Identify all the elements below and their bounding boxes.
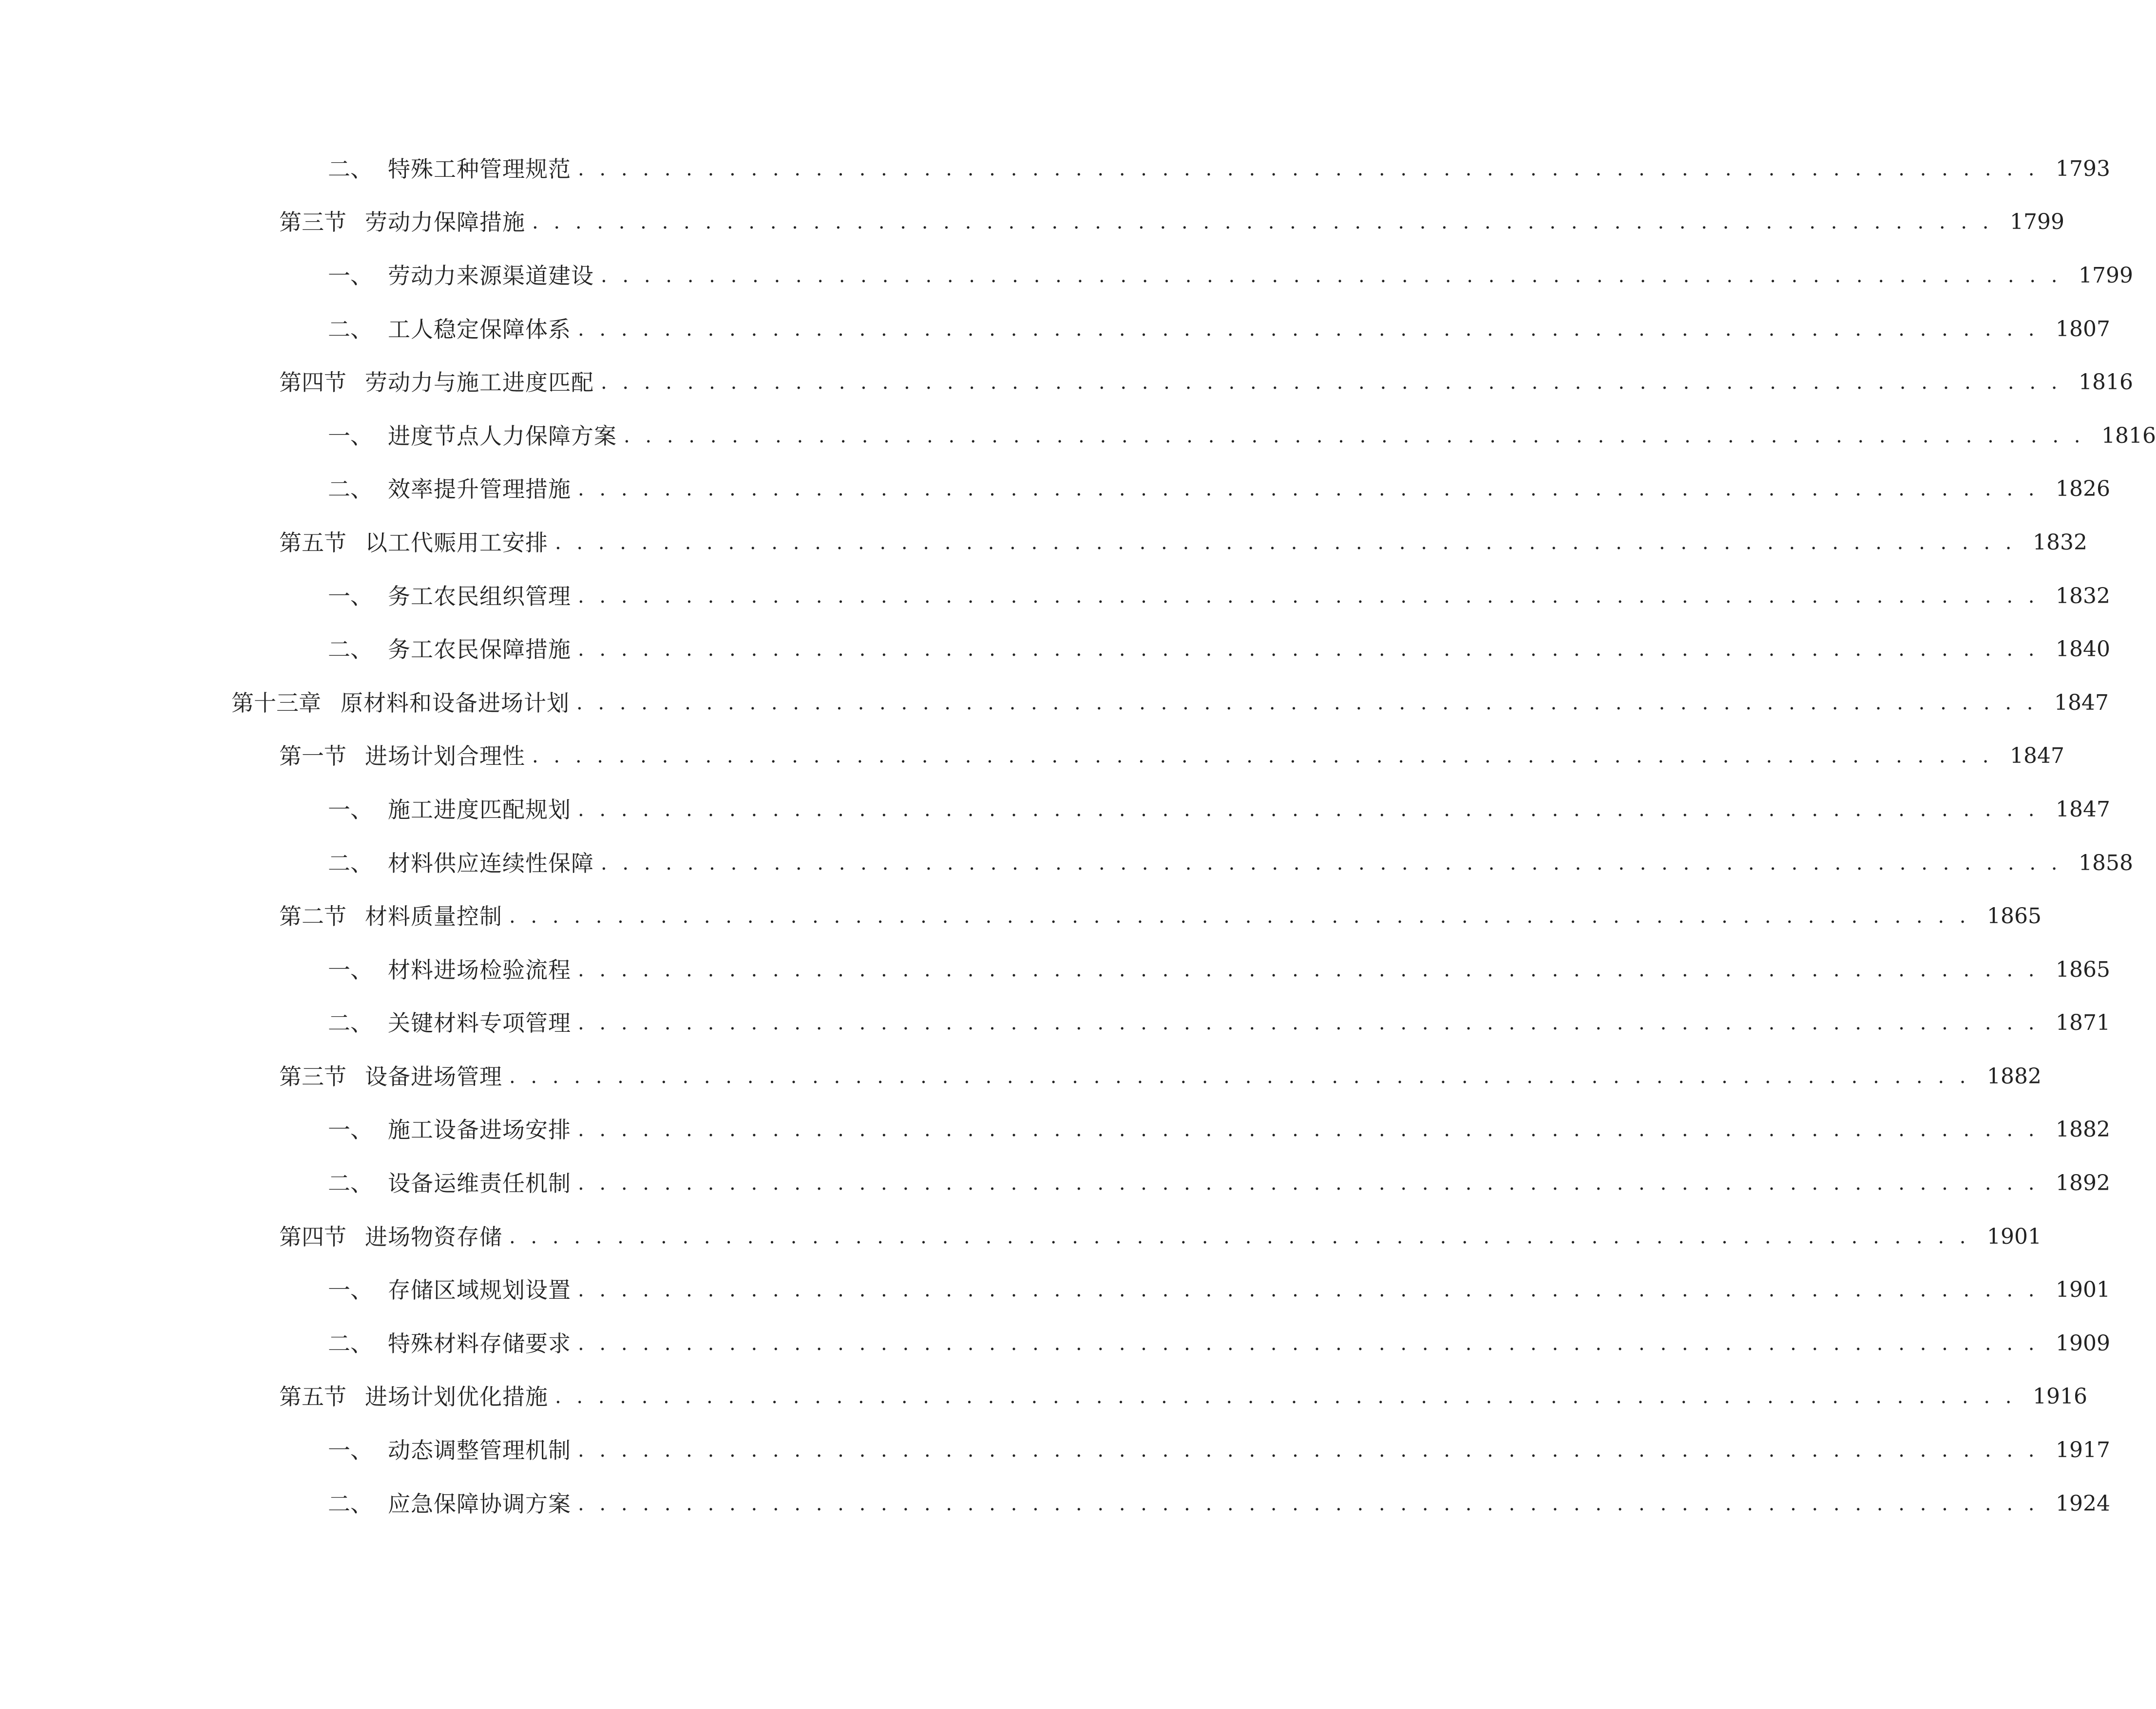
toc-entry-page-number: 1847 xyxy=(2010,743,2065,769)
toc-entry-title: 材料进场检验流程 xyxy=(388,956,571,983)
toc-entry-page-number: 1924 xyxy=(2056,1491,2111,1516)
toc-entry-page-number: 1882 xyxy=(1987,1063,2042,1089)
toc-entry-title: 设备运维责任机制 xyxy=(388,1170,571,1197)
dot-leader: . . . . . . . . . . . . . . . . . . . . . . . . . . . . . . . . . . . . . . . . . . . . . . . . . . . . . . . . . . . . . . . . . . . . xyxy=(578,157,2040,180)
toc-entry-page-number: 1847 xyxy=(2056,797,2111,822)
toc-entry[interactable] xyxy=(0,623,2111,676)
toc-entry[interactable] xyxy=(0,409,2156,463)
toc-entry[interactable] xyxy=(0,1317,2111,1370)
toc-entry-number: 二、 xyxy=(328,1010,373,1037)
toc-entry-title: 关键材料专项管理 xyxy=(388,1010,571,1037)
toc-entry-page-number: 1917 xyxy=(2056,1438,2111,1463)
dot-leader: . . . . . . . . . . . . . . . . . . . . . . . . . . . . . . . . . . . . . . . . . . . . . . . . . . . . . . . . . . . . . . . . . . . . xyxy=(578,478,2040,501)
toc-entry-number: 第四节 xyxy=(279,1223,346,1250)
toc-entry-page-number: 1892 xyxy=(2056,1171,2111,1196)
dot-leader: . . . . . . . . . . . . . . . . . . . . . . . . . . . . . . . . . . . . . . . . . . . . . . . . . . . . . . . . . . . . . . . . . . . . xyxy=(578,1012,2040,1035)
toc-entry[interactable] xyxy=(0,730,2065,783)
toc-entry[interactable] xyxy=(0,463,2111,516)
toc-entry-page-number: 1901 xyxy=(2056,1277,2111,1303)
toc-entry[interactable] xyxy=(0,997,2111,1050)
toc-entry[interactable] xyxy=(0,1424,2111,1477)
dot-leader: . . . . . . . . . . . . . . . . . . . . . . . . . . . . . . . . . . . . . . . . . . . . . . . . . . . . . . . . . . . . . . . . . . . . xyxy=(578,798,2040,821)
toc-entry-page-number: 1858 xyxy=(2079,850,2134,875)
toc-entry-page-number: 1816 xyxy=(2079,370,2134,395)
toc-entry-title: 务工农民保障措施 xyxy=(388,636,571,663)
toc-entry-number: 二、 xyxy=(328,636,373,663)
toc-entry-page-number: 1916 xyxy=(2033,1384,2088,1409)
dot-leader: . . . . . . . . . . . . . . . . . . . . . . . . . . . . . . . . . . . . . . . . . . . . . . . . . . . . . . . . . . . . . . . . . . . . xyxy=(555,1386,2017,1408)
toc-entry-title: 应急保障协调方案 xyxy=(388,1490,571,1517)
toc-entry-page-number: 1865 xyxy=(1987,904,2042,929)
dot-leader: . . . . . . . . . . . . . . . . . . . . . . . . . . . . . . . . . . . . . . . . . . . . . . . . . . . . . . . . . . . . . . . . . . . . xyxy=(601,371,2062,394)
toc-entry-page-number: 1807 xyxy=(2056,316,2111,342)
toc-entry-title: 劳动力与施工进度匹配 xyxy=(365,369,594,396)
toc-entry-number: 一、 xyxy=(328,583,373,609)
dot-leader: . . . . . . . . . . . . . . . . . . . . . . . . . . . . . . . . . . . . . . . . . . . . . . . . . . . . . . . . . . . . . . . . . . . . xyxy=(578,1279,2040,1302)
toc-entry-page-number: 1832 xyxy=(2033,530,2088,555)
toc-entry-number: 一、 xyxy=(328,796,373,823)
toc-entry-title: 进场计划优化措施 xyxy=(365,1384,548,1410)
toc-entry-title: 以工代赈用工安排 xyxy=(365,529,548,556)
toc-entry[interactable] xyxy=(0,1157,2111,1210)
toc-entry-number: 二、 xyxy=(328,1170,373,1197)
dot-leader: . . . . . . . . . . . . . . . . . . . . . . . . . . . . . . . . . . . . . . . . . . . . . . . . . . . . . . . . . . . . . . . . . . . . xyxy=(601,852,2062,874)
dot-leader: . . . . . . . . . . . . . . . . . . . . . . . . . . . . . . . . . . . . . . . . . . . . . . . . . . . . . . . . . . . . . . . . . . . . xyxy=(555,531,2017,554)
toc-entry[interactable] xyxy=(0,1103,2111,1157)
toc-entry-number: 二、 xyxy=(328,155,373,182)
toc-entry[interactable] xyxy=(0,943,2111,997)
toc-entry[interactable] xyxy=(0,356,2134,409)
toc-entry-number: 第四节 xyxy=(279,369,346,396)
toc-entry-page-number: 1799 xyxy=(2079,263,2134,288)
toc-entry-title: 效率提升管理措施 xyxy=(388,476,571,503)
toc-entry-title: 进场计划合理性 xyxy=(365,743,525,770)
toc-entry-page-number: 1909 xyxy=(2056,1330,2111,1356)
toc-entry-title: 设备进场管理 xyxy=(365,1063,502,1090)
toc-entry-number: 第二节 xyxy=(279,903,346,930)
toc-entry-number: 第三节 xyxy=(279,1063,346,1090)
toc-entry-page-number: 1865 xyxy=(2056,957,2111,982)
toc-entry-page-number: 1826 xyxy=(2056,476,2111,502)
dot-leader: . . . . . . . . . . . . . . . . . . . . . . . . . . . . . . . . . . . . . . . . . . . . . . . . . . . . . . . . . . . . . . . . . . . . xyxy=(578,585,2040,608)
toc-entry-number: 二、 xyxy=(328,1490,373,1517)
toc-entry-title: 劳动力来源渠道建设 xyxy=(388,262,594,289)
toc-entry-number: 一、 xyxy=(328,1437,373,1464)
toc-entry-number: 一、 xyxy=(328,1117,373,1143)
dot-leader: . . . . . . . . . . . . . . . . . . . . . . . . . . . . . . . . . . . . . . . . . . . . . . . . . . . . . . . . . . . . . . . . . . . . xyxy=(578,1439,2040,1462)
dot-leader: . . . . . . . . . . . . . . . . . . . . . . . . . . . . . . . . . . . . . . . . . . . . . . . . . . . . . . . . . . . . . . . . . . . . xyxy=(509,1065,1971,1088)
dot-leader: . . . . . . . . . . . . . . . . . . . . . . . . . . . . . . . . . . . . . . . . . . . . . . . . . . . . . . . . . . . . . . . . . . . . xyxy=(601,264,2062,287)
dot-leader: . . . . . . . . . . . . . . . . . . . . . . . . . . . . . . . . . . . . . . . . . . . . . . . . . . . . . . . . . . . . . . . . . . . . xyxy=(578,1172,2040,1195)
toc-entry[interactable] xyxy=(0,1050,2042,1103)
dot-leader: . . . . . . . . . . . . . . . . . . . . . . . . . . . . . . . . . . . . . . . . . . . . . . . . . . . . . . . . . . . . . . . . . . . . xyxy=(578,318,2040,341)
toc-entry[interactable] xyxy=(0,890,2042,943)
toc-entry[interactable] xyxy=(0,142,2111,196)
toc-entry[interactable] xyxy=(0,303,2111,356)
toc-entry[interactable] xyxy=(0,836,2134,890)
toc-entry-title: 工人稳定保障体系 xyxy=(388,316,571,342)
toc-entry-page-number: 1793 xyxy=(2056,156,2111,181)
toc-entry-number: 第五节 xyxy=(279,529,346,556)
dot-leader: . . . . . . . . . . . . . . . . . . . . . . . . . . . . . . . . . . . . . . . . . . . . . . . . . . . . . . . . . . . . . . . . . . . . xyxy=(578,638,2040,661)
toc-entry-number: 一、 xyxy=(328,422,373,449)
toc-entry-page-number: 1871 xyxy=(2056,1010,2111,1036)
dot-leader: . . . . . . . . . . . . . . . . . . . . . . . . . . . . . . . . . . . . . . . . . . . . . . . . . . . . . . . . . . . . . . . . . . . . xyxy=(509,1225,1971,1248)
toc-entry-title: 特殊工种管理规范 xyxy=(388,155,571,182)
toc-entry-page-number: 1840 xyxy=(2056,637,2111,662)
toc-entry-title: 材料质量控制 xyxy=(365,903,502,930)
dot-leader: . . . . . . . . . . . . . . . . . . . . . . . . . . . . . . . . . . . . . . . . . . . . . . . . . . . . . . . . . . . . . . . . . . . . xyxy=(576,691,2038,714)
toc-entry-title: 务工农民组织管理 xyxy=(388,583,571,609)
toc-entry-title: 施工进度匹配规划 xyxy=(388,796,571,823)
dot-leader: . . . . . . . . . . . . . . . . . . . . . . . . . . . . . . . . . . . . . . . . . . . . . . . . . . . . . . . . . . . . . . . . . . . . xyxy=(509,905,1971,928)
toc-entry-title: 进度节点人力保障方案 xyxy=(388,422,617,449)
dot-leader: . . . . . . . . . . . . . . . . . . . . . . . . . . . . . . . . . . . . . . . . . . . . . . . . . . . . . . . . . . . . . . . . . . . . xyxy=(578,958,2040,981)
toc-entry-title: 原材料和设备进场计划 xyxy=(341,689,570,716)
toc-entry-page-number: 1901 xyxy=(1987,1224,2042,1249)
dot-leader: . . . . . . . . . . . . . . . . . . . . . . . . . . . . . . . . . . . . . . . . . . . . . . . . . . . . . . . . . . . . . . . . . . . . xyxy=(532,745,1994,768)
dot-leader: . . . . . . . . . . . . . . . . . . . . . . . . . . . . . . . . . . . . . . . . . . . . . . . . . . . . . . . . . . . . . . . . . . . . xyxy=(578,1332,2040,1355)
toc-entry-page-number: 1832 xyxy=(2056,583,2111,608)
toc-entry-number: 第五节 xyxy=(279,1384,346,1410)
dot-leader: . . . . . . . . . . . . . . . . . . . . . . . . . . . . . . . . . . . . . . . . . . . . . . . . . . . . . . . . . . . . . . . . . . . . xyxy=(578,1119,2040,1141)
toc-entry-number: 第十三章 xyxy=(231,689,321,716)
toc-entry-number: 二、 xyxy=(328,316,373,342)
toc-entry[interactable] xyxy=(0,1263,2111,1317)
toc-entry-page-number: 1882 xyxy=(2056,1117,2111,1142)
toc-entry[interactable] xyxy=(0,1477,2111,1531)
toc-entry-number: 一、 xyxy=(328,956,373,983)
toc-entry-title: 材料供应连续性保障 xyxy=(388,850,594,876)
dot-leader: . . . . . . . . . . . . . . . . . . . . . . . . . . . . . . . . . . . . . . . . . . . . . . . . . . . . . . . . . . . . . . . . . . . . xyxy=(578,1492,2040,1515)
toc-entry-title: 特殊材料存储要求 xyxy=(388,1330,571,1357)
dot-leader: . . . . . . . . . . . . . . . . . . . . . . . . . . . . . . . . . . . . . . . . . . . . . . . . . . . . . . . . . . . . . . . . . . . . xyxy=(624,424,2085,447)
toc-entry[interactable] xyxy=(0,196,2065,249)
toc-entry[interactable] xyxy=(0,783,2111,836)
toc-entry-title: 劳动力保障措施 xyxy=(365,209,525,236)
toc-entry-title: 动态调整管理机制 xyxy=(388,1437,571,1464)
toc-entry-number: 二、 xyxy=(328,476,373,503)
toc-entry[interactable] xyxy=(0,1210,2042,1264)
toc-entry-number: 一、 xyxy=(328,262,373,289)
toc-entry-number: 第三节 xyxy=(279,209,346,236)
toc-entry-title: 存储区域规划设置 xyxy=(388,1277,571,1304)
toc-entry-page-number: 1799 xyxy=(2010,209,2065,235)
toc-entry-page-number: 1847 xyxy=(2054,690,2109,715)
toc-entry-number: 第一节 xyxy=(279,743,346,770)
table-of-contents xyxy=(0,142,2156,1530)
toc-entry-title: 施工设备进场安排 xyxy=(388,1117,571,1143)
toc-entry[interactable] xyxy=(0,570,2111,623)
toc-entry-number: 二、 xyxy=(328,850,373,876)
toc-entry-title: 进场物资存储 xyxy=(365,1223,502,1250)
toc-entry[interactable] xyxy=(0,1370,2088,1424)
toc-entry-number: 一、 xyxy=(328,1277,373,1304)
toc-entry[interactable] xyxy=(0,249,2134,303)
dot-leader: . . . . . . . . . . . . . . . . . . . . . . . . . . . . . . . . . . . . . . . . . . . . . . . . . . . . . . . . . . . . . . . . . . . . xyxy=(532,211,1994,234)
toc-entry[interactable] xyxy=(0,516,2088,570)
toc-entry-page-number: 1816 xyxy=(2101,423,2156,448)
toc-entry-number: 二、 xyxy=(328,1330,373,1357)
toc-entry[interactable] xyxy=(0,676,2109,730)
